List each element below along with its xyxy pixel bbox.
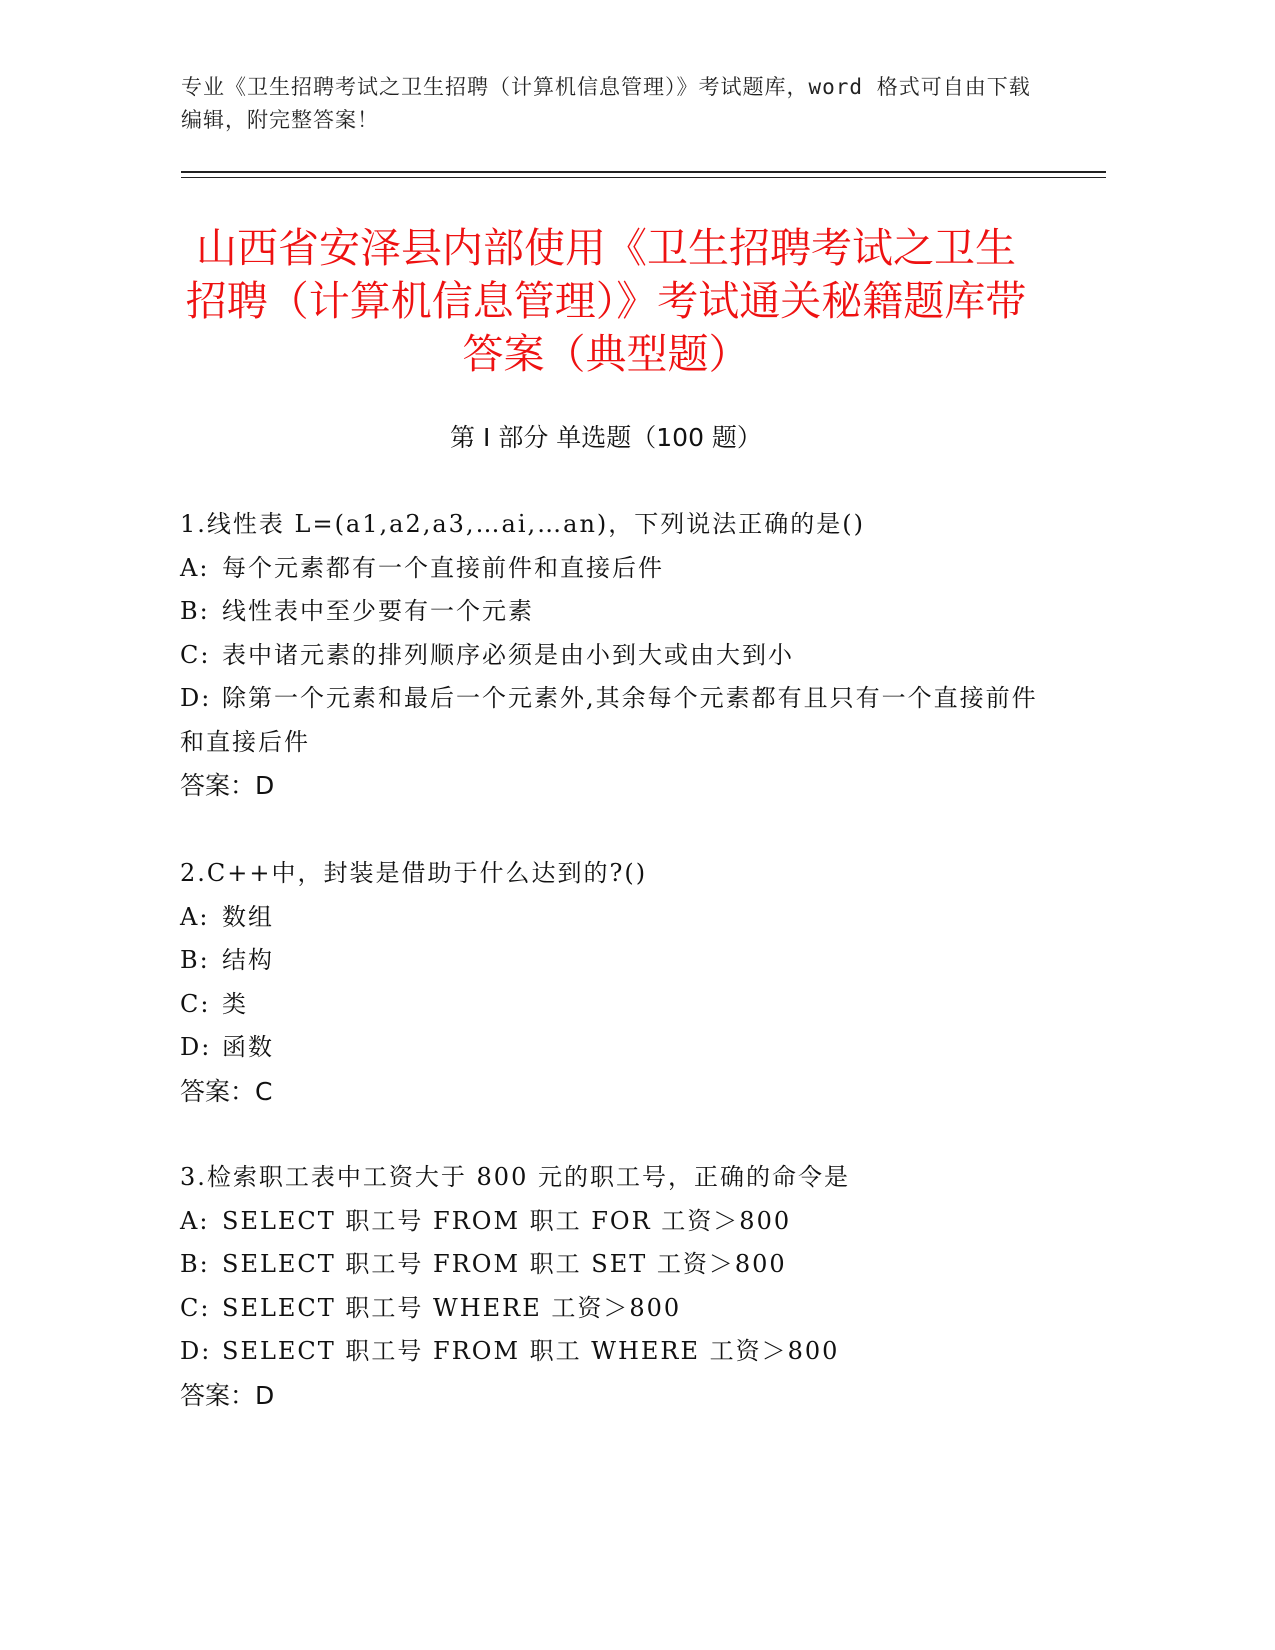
header-rule-thin xyxy=(181,177,1106,178)
question-2 xyxy=(180,852,1040,1113)
answer-label: 答案： xyxy=(180,771,256,800)
question-stem: 1.线性表 L=(a1,a2,a3,…ai,…an)，下列说法正确的是() xyxy=(180,510,866,538)
header-note: 专业《卫生招聘考试之卫生招聘（计算机信息管理）》考试题库，word 格式可自由下载编辑，附完整答案！ xyxy=(181,75,1031,132)
question-stem: 3.检索职工表中工资大于 800 元的职工号，正确的命令是 xyxy=(180,1163,850,1191)
document-title: 山西省安泽县内部使用《卫生招聘考试之卫生招聘（计算机信息管理）》考试通关秘籍题库带答案（典型题） xyxy=(185,224,1027,378)
option-text: 类 xyxy=(222,989,248,1018)
option-a xyxy=(180,896,1040,940)
answer-line xyxy=(180,1070,1040,1114)
option-text: SELECT 职工号 FROM 职工 WHERE 工资＞800 xyxy=(222,1337,840,1365)
option-letter: D: xyxy=(180,1337,212,1365)
answer-line xyxy=(180,764,1040,808)
option-a xyxy=(180,547,1040,591)
answer-line xyxy=(180,1374,1040,1418)
option-letter: B: xyxy=(180,1250,210,1278)
option-text: SELECT 职工号 FROM 职工 FOR 工资＞800 xyxy=(222,1206,792,1235)
option-d xyxy=(180,677,1040,764)
option-text: 表中诸元素的排列顺序必须是由小到大或由大到小 xyxy=(222,640,794,669)
question-3 xyxy=(180,1156,1040,1417)
option-c xyxy=(180,634,1040,678)
option-letter: B: xyxy=(180,597,210,625)
option-text: 结构 xyxy=(222,946,274,974)
option-text: 除第一个元素和最后一个元素外,其余每个元素都有且只有一个直接前件和直接后件 xyxy=(180,684,1038,756)
answer-label: 答案： xyxy=(180,1380,256,1410)
answer-value: C xyxy=(255,1076,273,1106)
option-letter: A: xyxy=(180,902,210,931)
option-b xyxy=(180,590,1040,634)
option-text: 每个元素都有一个直接前件和直接后件 xyxy=(222,553,664,582)
option-letter: A: xyxy=(180,1206,210,1235)
option-letter: D: xyxy=(180,1033,212,1061)
option-c xyxy=(180,1287,1040,1331)
option-text: SELECT 职工号 FROM 职工 SET 工资＞800 xyxy=(222,1250,787,1278)
option-text: 线性表中至少要有一个元素 xyxy=(222,597,534,625)
option-b xyxy=(180,939,1040,983)
answer-label: 答案： xyxy=(180,1076,256,1106)
option-d xyxy=(180,1330,1040,1374)
option-c xyxy=(180,983,1040,1027)
option-d xyxy=(180,1026,1040,1070)
option-text: SELECT 职工号 WHERE 工资＞800 xyxy=(222,1293,682,1322)
answer-value: D xyxy=(255,1380,275,1410)
option-a xyxy=(180,1200,1040,1244)
question-1 xyxy=(180,503,1040,808)
option-letter: C: xyxy=(180,1293,211,1322)
header-rule-thick xyxy=(181,171,1106,173)
option-text: 函数 xyxy=(222,1033,274,1061)
question-stem: 2.C++中，封装是借助于什么达到的?() xyxy=(180,859,648,887)
option-letter: A: xyxy=(180,553,210,582)
option-letter: C: xyxy=(180,640,211,669)
section-heading: 第 I 部分 单选题（100 题） xyxy=(450,423,762,452)
option-letter: C: xyxy=(180,989,211,1018)
option-letter: B: xyxy=(180,946,210,974)
answer-value: D xyxy=(255,771,275,800)
option-b xyxy=(180,1243,1040,1287)
option-letter: D: xyxy=(180,684,212,712)
option-text: 数组 xyxy=(222,902,274,931)
